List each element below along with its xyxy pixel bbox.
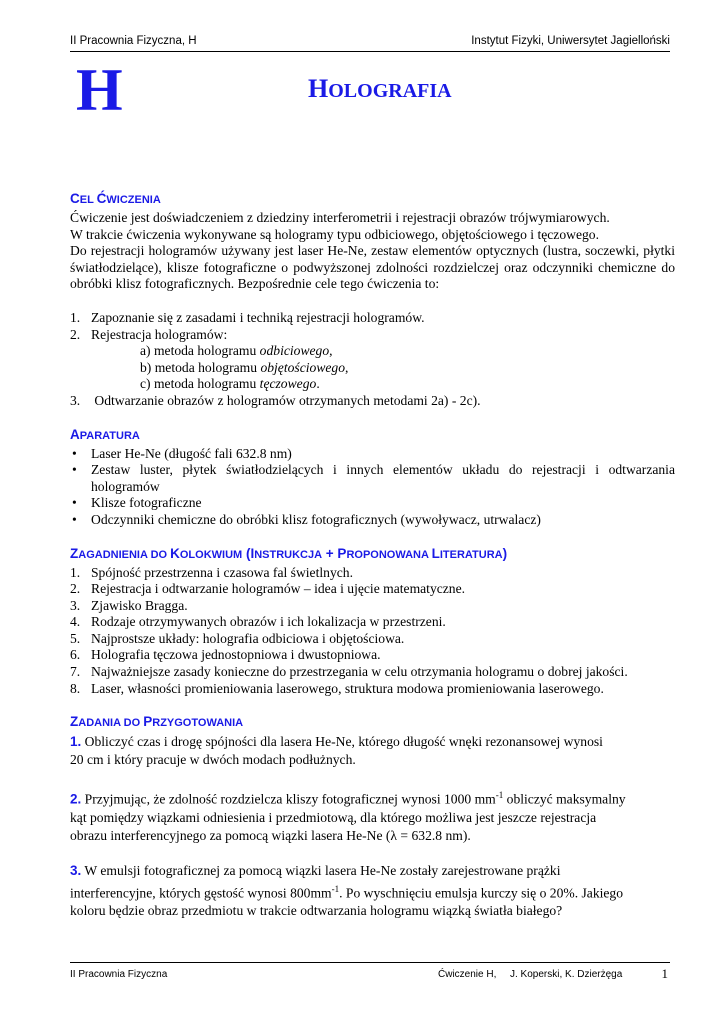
list-item: 2. Rejestracja i odtwarzanie hologramów – idea i ujęcie matematyczne. [70,581,466,597]
exercise-letter: H [76,57,123,123]
task-3: 3. W emulsji fotograficznej za pomocą wiązki lasera He-Ne zostały zarejestrowane prążki interferencyjne, których gęstość wynosi $800mm^{-1}$. Po wyschnięciu emulsja kurczy się o 20%. Jakiego koloru będzie obraz przedmiotu w trakcie odtwarzania hologramu wiązką światła białego? [70,862,624,919]
list-item: 1. Spójność przestrzenna i czasowa fal świetlnych. [70,564,353,580]
list-item: 3. Odtwarzanie obrazów z hologramów otrzymanych metodami 2a) - 2c). [70,392,481,408]
list-item: • Zestaw luster, płytek światłodzielących i innych elementów układu do rejestracji i odtwarzania hologramów [72,462,675,494]
cel-paragraph-1: Ćwiczenie jest doświadczeniem z dziedziny interferometrii i rejestracji obrazów trójwymiarowych. [70,210,610,225]
list-item: 3. Zjawisko Bragga. [70,597,188,613]
list-item: 4. Rodzaje otrzymywanych obrazów i ich lokalizacja w przestrzeni. [70,614,446,630]
title-rest: OLOGRAFIA [328,80,452,102]
section-heading-zagadnienia: ZAGADNIENIA DO KOLOKWIUM (INSTRUKCJA + PROPONOWANA LITERATURA) [70,545,508,561]
document-body [70,190,675,920]
sub-list-item: b) metoda hologramu objętościowego, [140,359,349,375]
list-item: • Laser He-Ne (długość fali 632.8 nm) [72,445,292,461]
page-title [308,76,452,102]
list-item: • Klisze fotograficzne [72,495,202,511]
section-heading-zadania: ZADANIA DO PRZYGOTOWANIA [70,714,244,730]
cel-paragraph-2: W trakcie ćwiczenia wykonywane są hologramy typu odbiciowego, objętościowego i tęczowego. [70,226,599,242]
page-number: 1 [661,966,668,981]
header-left: II Pracownia Fizyczna, H [70,35,197,47]
list-item: 1. Zapoznanie się z zasadami i techniką rejestracji hologramów. [70,309,425,325]
sub-list-item: a) metoda hologramu odbiciowego, [140,343,333,359]
footer-exercise: Ćwiczenie H, [438,969,497,980]
task-1: 1. Obliczyć czas i drogę spójności dla lasera He-Ne, którego długość wnęki rezonansowej wynosi 20 cm i który pracuje w dwóch modach podłużnych. [70,734,603,768]
page-header [70,33,670,52]
task-number: 3. [70,862,82,878]
footer-left: II Pracownia Fizyczna [70,969,168,980]
task-number: 1. [70,734,82,750]
list-item: 7. Najważniejsze zasady konieczne do przestrzegania w celu otrzymania hologramu o dobrej jakości. [70,664,628,680]
list-item: 2. Rejestracja hologramów: [70,326,228,342]
footer-authors: J. Koperski, K. Dzierżęga [510,969,623,980]
aparatura-list [70,446,675,529]
section-heading-aparatura: APARATURA [70,426,140,442]
task-2: 2. Przyjmując, że zdolność rozdzielcza kliszy fotograficznej wynosi 1000 $mm^{-1}$ obliczyć maksymalny kąt pomiędzy wiązkami odniesienia i przedmiotową, dla którego możliwa jest jeszcze rejestracja obrazu interferencyjnego za pomocą wiązki lasera He-Ne (λ = 632.8 nm). [70,790,626,843]
list-item: 6. Holografia tęczowa jednostopniowa i dwustopniowa. [70,647,381,663]
zagadnienia-list [70,565,675,698]
list-item: 8. Laser, własności promieniowania laserowego, struktura modowa promieniowania laserowego. [70,680,604,696]
cel-list [70,310,675,410]
cel-paragraph-3: Do rejestracji hologramów używany jest laser He-Ne, zestaw elementów optycznych (lustra, soczewki, płytki światłodzielące), klisze fotograficzne o podwyższonej zdolności rozdzielczej oraz odczynniki chemiczne do obróbki klisz fotograficznych. Bezpośrednie cele tego ćwiczenia to: [70,243,675,292]
page-footer [70,962,670,985]
title-initial: H [308,74,329,103]
section-heading-cel: CEL ĆWICZENIA [70,191,161,206]
list-item: 5. Najprostsze układy: holografia odbiciowa i objętościowa. [70,630,405,646]
list-item: • Odczynniki chemiczne do obróbki klisz fotograficznych (wywoływacz, utrwalacz) [72,511,541,527]
header-right: Instytut Fizyki, Uniwersytet Jagielloński [471,35,670,47]
task-number: 2. [70,791,82,807]
sub-list-item: c) metoda hologramu tęczowego. [140,376,320,392]
